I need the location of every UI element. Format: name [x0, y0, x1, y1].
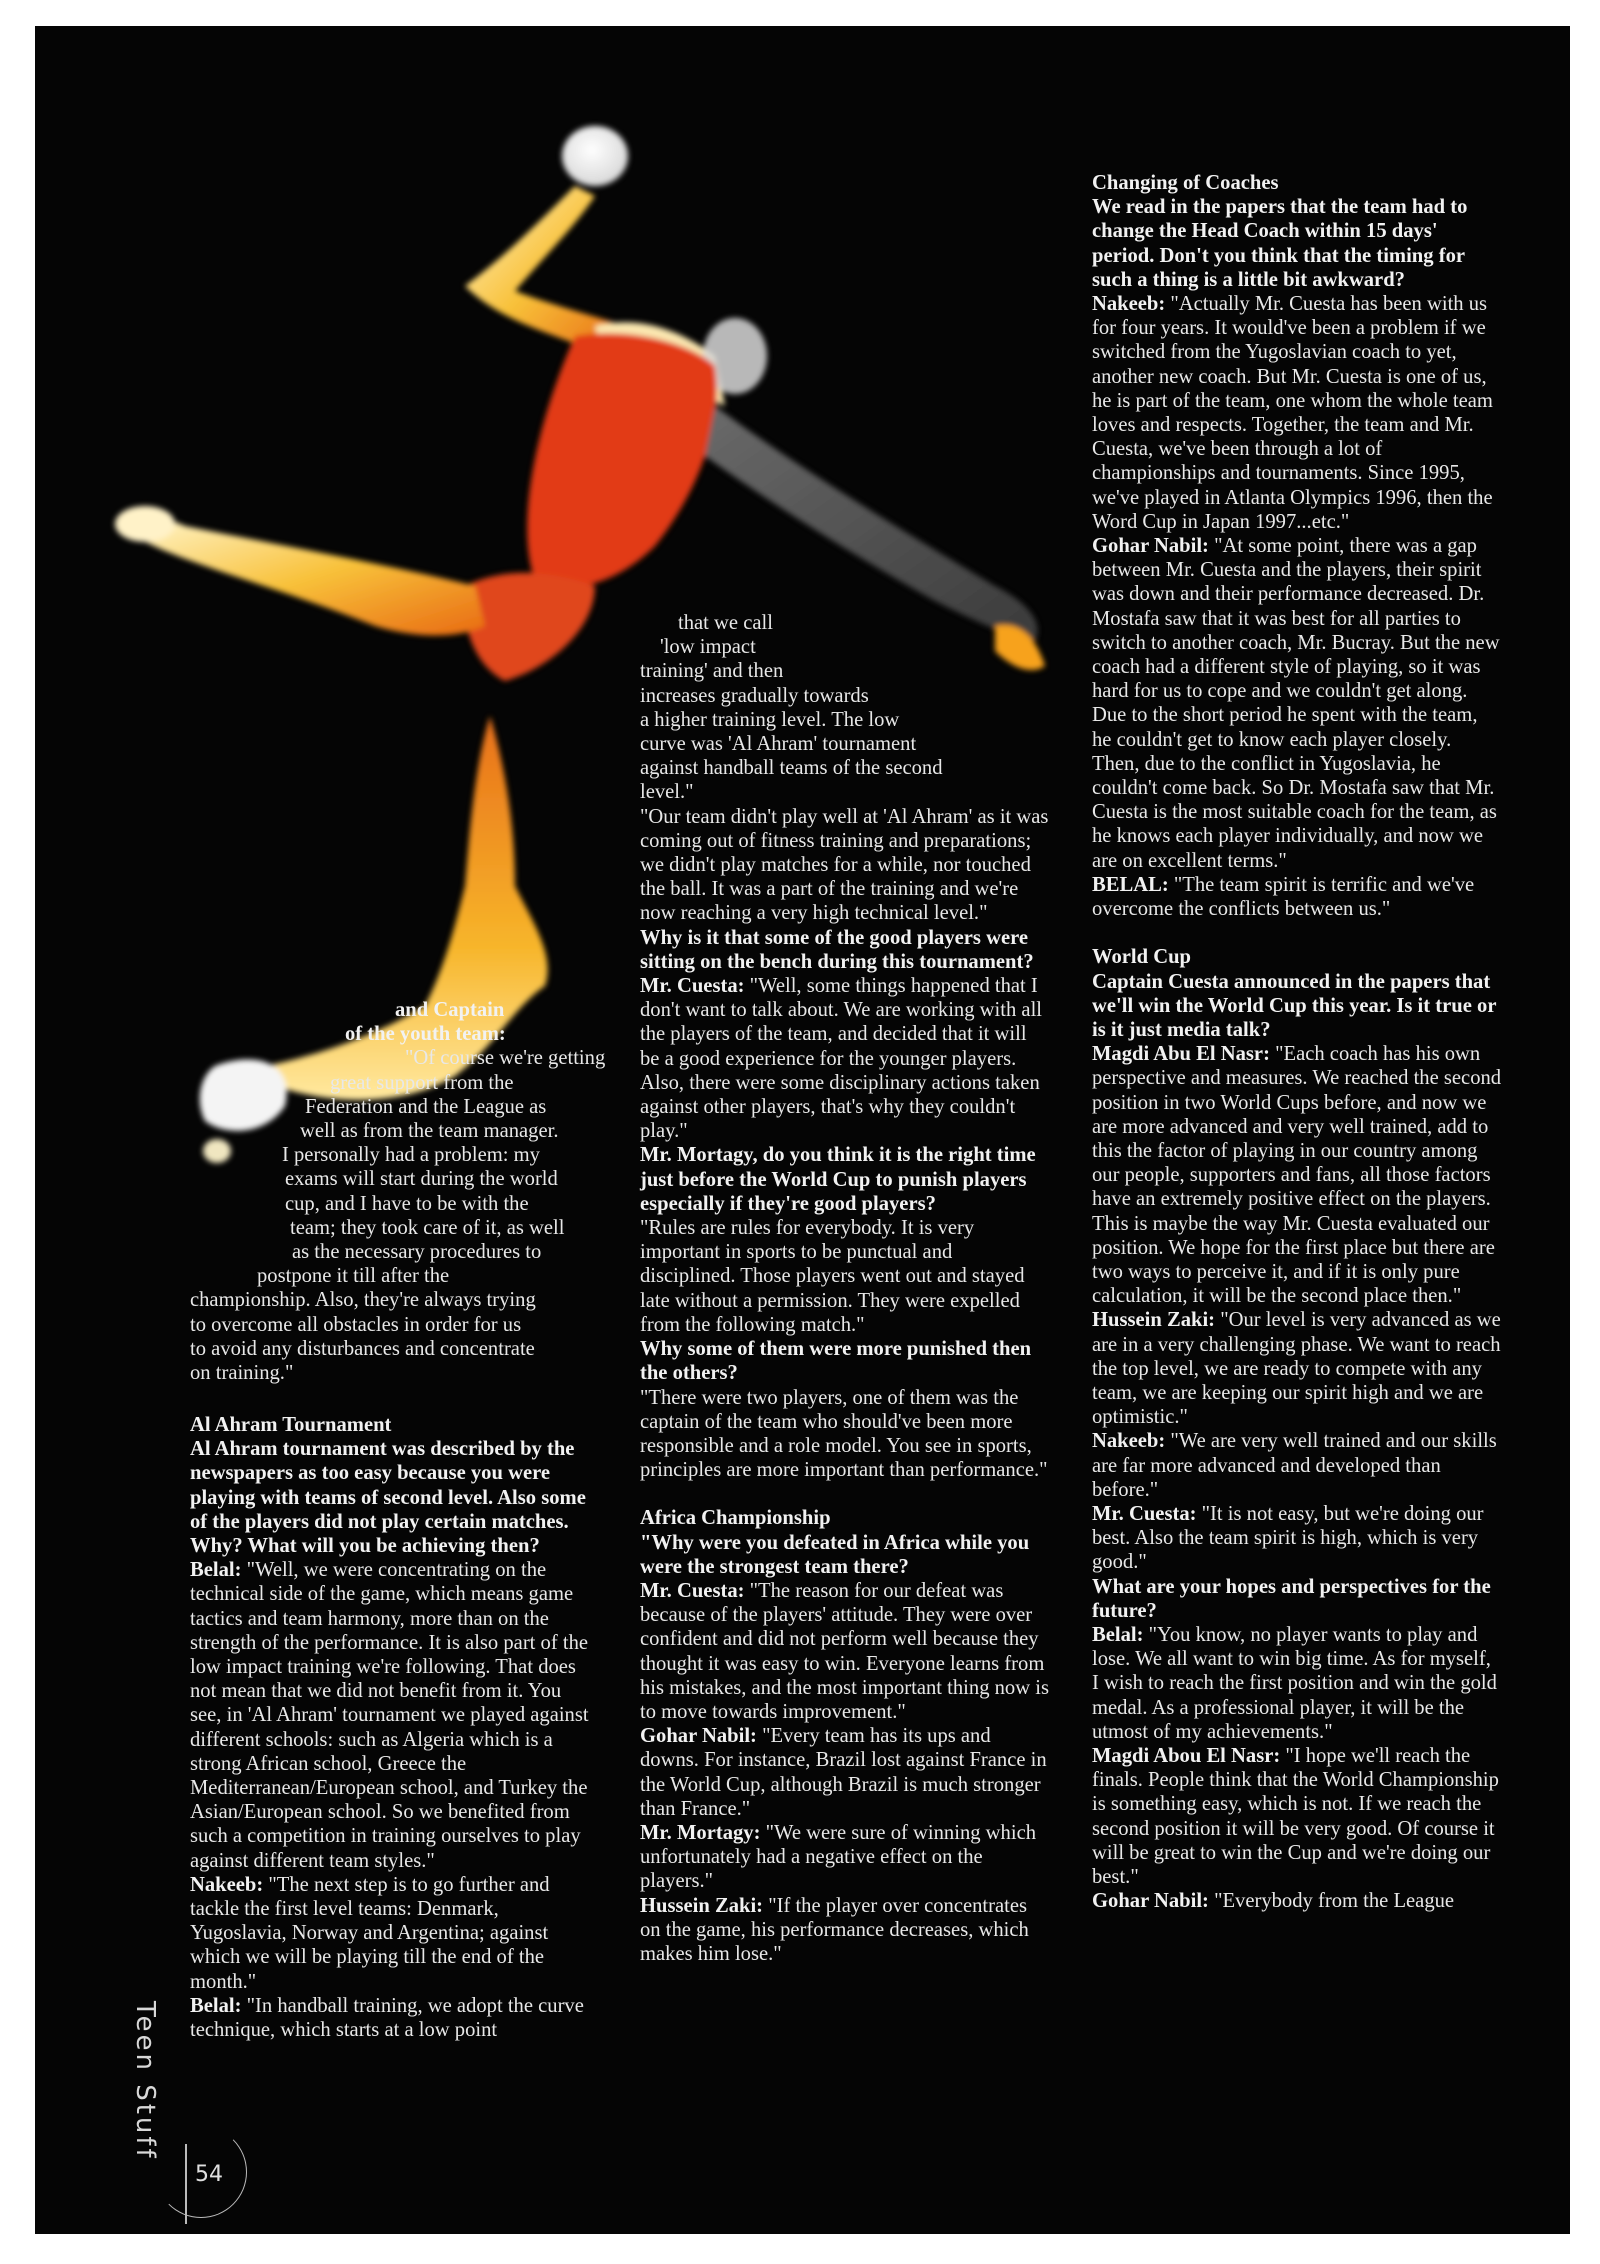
- answer: [1092, 1889, 1502, 1913]
- answer-text: "There were two players, one of them was the captain of the team who should've been more responsible and a role model. You see in sports, principles are more important than performance.": [640, 1386, 1048, 1482]
- answer: [640, 1579, 1050, 1724]
- section-title-al-ahram: Al Ahram Tournament: [190, 1414, 392, 1436]
- answer: [1092, 292, 1502, 534]
- magazine-page: [35, 26, 1570, 2234]
- speaker: Nakeeb:: [1092, 293, 1166, 316]
- intro-line: cup, and I have to be with the: [285, 1192, 529, 1215]
- answer-text: "Everybody from the League: [1214, 1890, 1455, 1913]
- answer-text: "We were sure of winning which unfortunately had a negative effect on the players.": [640, 1821, 1037, 1893]
- intro-heading-line: and Captain: [395, 999, 505, 1021]
- question: What are your hopes and perspectives for the future?: [1092, 1575, 1491, 1622]
- speaker: Magdi Abou El Nasr:: [1092, 1745, 1281, 1767]
- intro-line: to overcome all obstacles in order for us: [190, 1313, 522, 1336]
- answer: [1092, 534, 1502, 873]
- text-line: training' and then: [640, 660, 784, 683]
- speaker: Mr. Cuesta:: [640, 975, 745, 998]
- section-label: Teen Stuff: [130, 2001, 160, 2161]
- intro-line: Federation and the League as: [305, 1095, 547, 1118]
- answer-text: "If the player over concentrates on the game, his performance decreases, which makes him lose.": [640, 1894, 1029, 1965]
- speaker: Belal:: [190, 1559, 242, 1582]
- answer-text: "The team spirit is terrific and we've overcome the conflicts between us.": [1092, 873, 1475, 921]
- answer: [1092, 1308, 1502, 1429]
- intro-line: on training.": [190, 1362, 294, 1385]
- answer-text: "Every team has its ups and downs. For instance, Brazil lost against France in the World Cup, although Brazil is much stronger than France.": [640, 1725, 1047, 1820]
- answer-text: "Actually Mr. Cuesta has been with us for four years. It would've been a problem if we switched from the Yugoslavian coach to yet, another new coach. But Mr. Cuesta is one of us, he is part of the team, one whom the whole team loves and respects. Together, the team and Mr. Cuesta, we've been through a lot of championships and tournaments. Since 1995, we've played in Atlanta Olympics 1996, then the Word Cup in Japan 1997...etc.": [1092, 293, 1493, 533]
- answer: [1092, 1744, 1502, 1889]
- speaker: Nakeeb:: [190, 1873, 264, 1896]
- speaker: Mr. Mortagy:: [640, 1821, 761, 1844]
- speaker: Gohar Nabil:: [1092, 535, 1209, 558]
- answer-text: "Each coach has his own perspective and measures. We reached the second position in two World Cups before, and now we are more advanced and very well trained, add to this the factor of playing in our country among our people, supporters and fans, all those factors have an extremely positive effect on the players. This is maybe the way Mr. Cuesta evaluated our position. We hope for the first place but there are two ways to perceive it, and if it is only pure calculation, it will be the second place then.": [1092, 1043, 1502, 1308]
- answer-text: "It is not easy, but we're doing our best. Also the team spirit is high, which is very good.": [1092, 1502, 1484, 1574]
- text-line: against handball teams of the second: [640, 757, 943, 780]
- question: Mr. Mortagy, do you think it is the right time just before the World Cup to punish players especially if they're good players?: [640, 1144, 1036, 1215]
- text-line: level.": [640, 781, 694, 804]
- question: "Why were you defeated in Africa while you were the strongest team there?: [640, 1531, 1030, 1578]
- question: Captain Cuesta announced in the papers that we'll win the World Cup this year. Is it true or is it just media talk?: [1092, 970, 1497, 1041]
- answer: [190, 1994, 595, 2042]
- answer-text: "You know, no player wants to play and lose. We all want to win big time. As for myself, I wish to reach the first position and win the gold medal. As a professional player, it will be the utmost of my achievements.": [1092, 1623, 1497, 1743]
- section-title-africa: Africa Championship: [640, 1507, 831, 1530]
- answer-text: "Well, some things happened that I don't want to talk about. We are working with all the players of the team, and decided that it will be a good experience for the younger players. Also, there were some disciplinary actions taken against other players, that's why they couldn't play.": [640, 975, 1043, 1143]
- answer: [1092, 1042, 1502, 1308]
- answer-text: "The next step is to go further and tackle the first level teams: Denmark, Yugoslavia, Norway and Argentina; against which we will be playing till the end of the month.": [190, 1873, 550, 1993]
- intro-line: I personally had a problem: my: [282, 1144, 540, 1167]
- answer-text: "I hope we'll reach the finals. People think that the World Championship is something easy, which is not. If we reach the second position it will be very good. Of course it will be great to win the Cup and we're doing our best.": [1092, 1745, 1499, 1889]
- speaker: BELAL:: [1092, 873, 1169, 896]
- column-2: [640, 611, 1050, 1966]
- intro-line: championship. Also, they're always trying: [190, 1289, 536, 1312]
- answer-text: "The reason for our defeat was because of the players' attitude. They were over confident and did not perform well because they thought it was easy to win. Everyone learns from his mistakes, and the most important thing now is to move towards improvement.": [640, 1579, 1049, 1723]
- intro-line: team; they took care of it, as well: [290, 1216, 565, 1239]
- intro-line: postpone it till after the: [257, 1265, 450, 1288]
- speaker: Hussein Zaki:: [640, 1894, 764, 1917]
- intro-line: as the necessary procedures to: [292, 1241, 542, 1264]
- answer-text: "Well, we were concentrating on the technical side of the game, which means game tactics and team harmony, more than on the strength of the performance. It is also part of the low impact training we're following. That does not mean that we did not benefit from it. You see, in 'Al Ahram' tournament we played against different schools: such as Algeria which is a strong African school, Greece the Mediterranean/European school, and Turkey the Asian/European school. So we benefited from such a competition in training ourselves to play against different team styles.": [190, 1559, 589, 1872]
- question: We read in the papers that the team had to change the Head Coach within 15 days' period. Don't you think that the timing for such a thing is a little bit awkward?: [1092, 196, 1468, 291]
- question: Al Ahram tournament was described by the newspapers as too easy because you were playing with teams of second level. Also some of the players did not play certain matches. Why? What will you be achieving then?: [190, 1438, 586, 1558]
- answer-text: "In handball training, we adopt the curve technique, which starts at a low point: [190, 1994, 584, 2042]
- intro-line: well as from the team manager.: [300, 1120, 559, 1143]
- speaker: Gohar Nabil:: [1092, 1890, 1209, 1913]
- text-line: curve was 'Al Ahram' tournament: [640, 733, 917, 756]
- column-1: [190, 998, 610, 1385]
- speaker: Belal:: [1092, 1623, 1144, 1646]
- intro-heading-line: of the youth team:: [345, 1023, 506, 1046]
- speaker: Mr. Cuesta:: [1092, 1502, 1197, 1525]
- answer: [640, 974, 1050, 1143]
- answer-text: "We are very well trained and our skills are far more advanced and developed than before.": [1092, 1430, 1497, 1501]
- column-3: [1092, 171, 1502, 1913]
- answer-text: "At some point, there was a gap between Mr. Cuesta and the players, their spirit was down and their performance decreased. Dr. Mostafa saw that it was best for all parties to switch to another coach, Mr. Bucray. But the new coach had a different style of playing, so it was hard for us to cope and we couldn't get along. Due to the short period he spent with the team, he couldn't get to know each player closely. Then, due to the conflict in Yugoslavia, he couldn't come back. So Dr. Mostafa saw that Mr. Cuesta is the most suitable coach for the team, as he knows each player individually, and now we are on excellent terms.": [1092, 535, 1500, 872]
- section-title-world-cup: World Cup: [1092, 946, 1191, 969]
- answer: [1092, 1429, 1502, 1502]
- answer: [640, 1821, 1050, 1894]
- answer: [640, 1894, 1050, 1967]
- speaker: Mr. Cuesta:: [640, 1579, 745, 1602]
- intro-line: to avoid any disturbances and concentrate: [190, 1337, 535, 1360]
- question: Why some of them were more punished then the others?: [640, 1338, 1032, 1385]
- text-line: a higher training level. The low: [640, 708, 900, 731]
- speaker: Belal:: [190, 1994, 242, 2017]
- answer: [1092, 1502, 1502, 1575]
- answer: [190, 1558, 595, 1873]
- question: Why is it that some of the good players were sitting on the bench during this tournament?: [640, 926, 1034, 973]
- text-line: increases gradually towards: [640, 684, 869, 707]
- intro-line: "Of course we're getting: [405, 1047, 606, 1070]
- intro-line: exams will start during the world: [285, 1168, 558, 1191]
- text-line: that we call: [678, 612, 773, 634]
- page-number: 54: [195, 2162, 223, 2187]
- answer: [1092, 1623, 1502, 1744]
- answer-text: "Rules are rules for everybody. It is very important in sports to be punctual and disciplined. Those players went out and stayed late without a permission. They were expelled from the following match.": [640, 1217, 1025, 1336]
- answer-text: "Our level is very advanced as we are in a very challenging phase. We want to reach the top level, we are ready to compete with any team, we are keeping our spirit high and we are optimistic.": [1092, 1309, 1501, 1429]
- intro-line: great support from the: [330, 1071, 514, 1094]
- column-1-lower: [190, 1413, 595, 2042]
- section-title-coaches: Changing of Coaches: [1092, 172, 1279, 194]
- speaker: Nakeeb:: [1092, 1430, 1166, 1453]
- answer: [640, 1724, 1050, 1821]
- answer: [1092, 873, 1502, 921]
- paragraph: "Our team didn't play well at 'Al Ahram' as it was coming out of fitness training and preparations; we didn't play matches for a while, nor touched the ball. It was a part of the training and we're now reaching a very high technical level.": [640, 805, 1049, 925]
- speaker: Hussein Zaki:: [1092, 1309, 1216, 1332]
- speaker: Magdi Abu El Nasr:: [1092, 1043, 1270, 1066]
- text-line: 'low impact: [660, 636, 756, 659]
- answer: [190, 1873, 595, 1994]
- speaker: Gohar Nabil:: [640, 1725, 757, 1748]
